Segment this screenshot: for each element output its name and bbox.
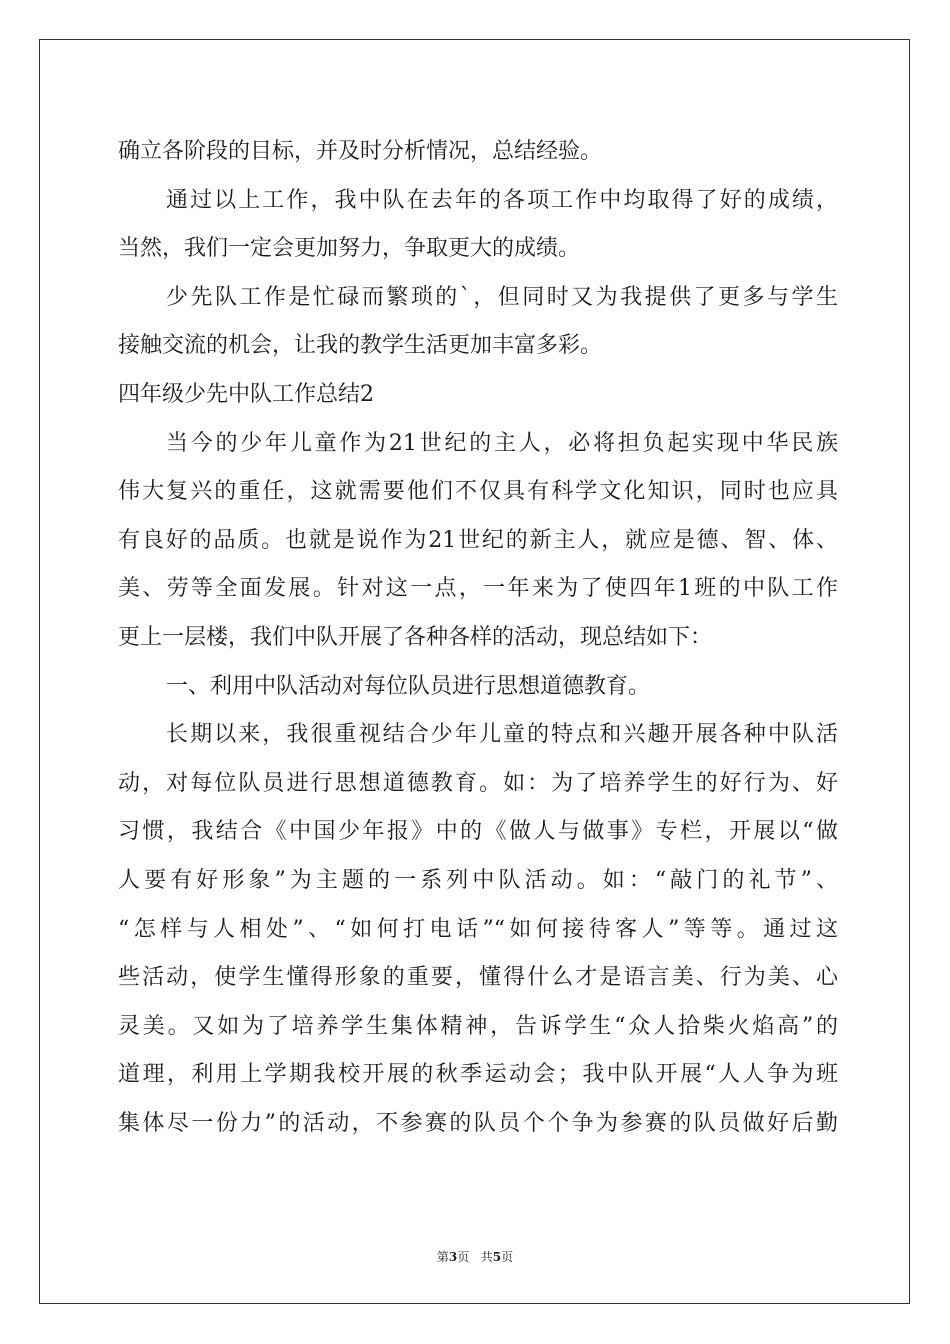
text-line: “怎样与人相处”、“如何打电话”“如何接待客人”等等。通过这 — [118, 916, 838, 942]
text-line: 动，对每位队员进行思想道德教育。如：为了培养学生的好行为、好 — [118, 770, 838, 796]
text-line: 美、劳等全面发展。针对这一点，一年来为了使四年1班的中队工作 — [118, 576, 838, 602]
text-line: 长期以来，我很重视结合少年儿童的特点和兴趣开展各种中队活 — [166, 722, 838, 748]
text-line: 伟大复兴的重任，这就需要他们不仅具有科学文化知识，同时也应具 — [118, 479, 838, 505]
text-line: 道理，利用上学期我校开展的秋季运动会；我中队开展“人人争为班 — [118, 1062, 838, 1088]
text-line: 一、利用中队活动对每位队员进行思想道德教育。 — [166, 673, 651, 699]
text-line: 有良好的品质。也就是说作为21世纪的新主人，就应是德、智、体、 — [118, 527, 838, 553]
text-line: 通过以上工作，我中队在去年的各项工作中均取得了好的成绩， — [166, 187, 838, 213]
text-line: 灵美。又如为了培养学生集体精神，告诉学生“众人拾柴火焰高”的 — [118, 1013, 838, 1039]
footer-total-suffix: 页 — [501, 1250, 514, 1264]
text-line: 人要有好形象”为主题的一系列中队活动。如：“敲门的礼节”、 — [118, 867, 838, 893]
text-line: 确立各阶段的目标，并及时分析情况，总结经验。 — [118, 139, 603, 164]
text-line: 些活动，使学生懂得形象的重要，懂得什么才是语言美、行为美、心 — [118, 965, 838, 991]
page-footer — [0, 1248, 950, 1265]
text-line: 四年级少先中队工作总结2 — [118, 381, 374, 407]
text-line: 更上一层楼，我们中队开展了各种各样的活动，现总结如下： — [118, 624, 713, 650]
text-line: 习惯，我结合《中国少年报》中的《做人与做事》专栏，开展以“做 — [118, 819, 838, 845]
text-line: 接触交流的机会，让我的教学生活更加丰富多彩。 — [118, 333, 603, 359]
document-body — [118, 128, 838, 1148]
footer-page-prefix: 第 — [436, 1250, 449, 1264]
footer-total-pages: 5 — [492, 1250, 502, 1264]
footer-total-prefix: 共 — [480, 1250, 493, 1264]
text-line: 当今的少年儿童作为21世纪的主人，必将担负起实现中华民族 — [166, 430, 838, 456]
text-line: 集体尽一份力”的活动，不参赛的队员个个争为参赛的队员做好后勤 — [118, 1110, 838, 1136]
text-line: 当然，我们一定会更加努力，争取更大的成绩。 — [118, 236, 581, 262]
footer-page-number: 3 — [448, 1250, 458, 1264]
footer-page-suffix: 页 — [457, 1250, 470, 1264]
text-line: 少先队工作是忙碌而繁琐的`，但同时又为我提供了更多与学生 — [166, 284, 838, 310]
